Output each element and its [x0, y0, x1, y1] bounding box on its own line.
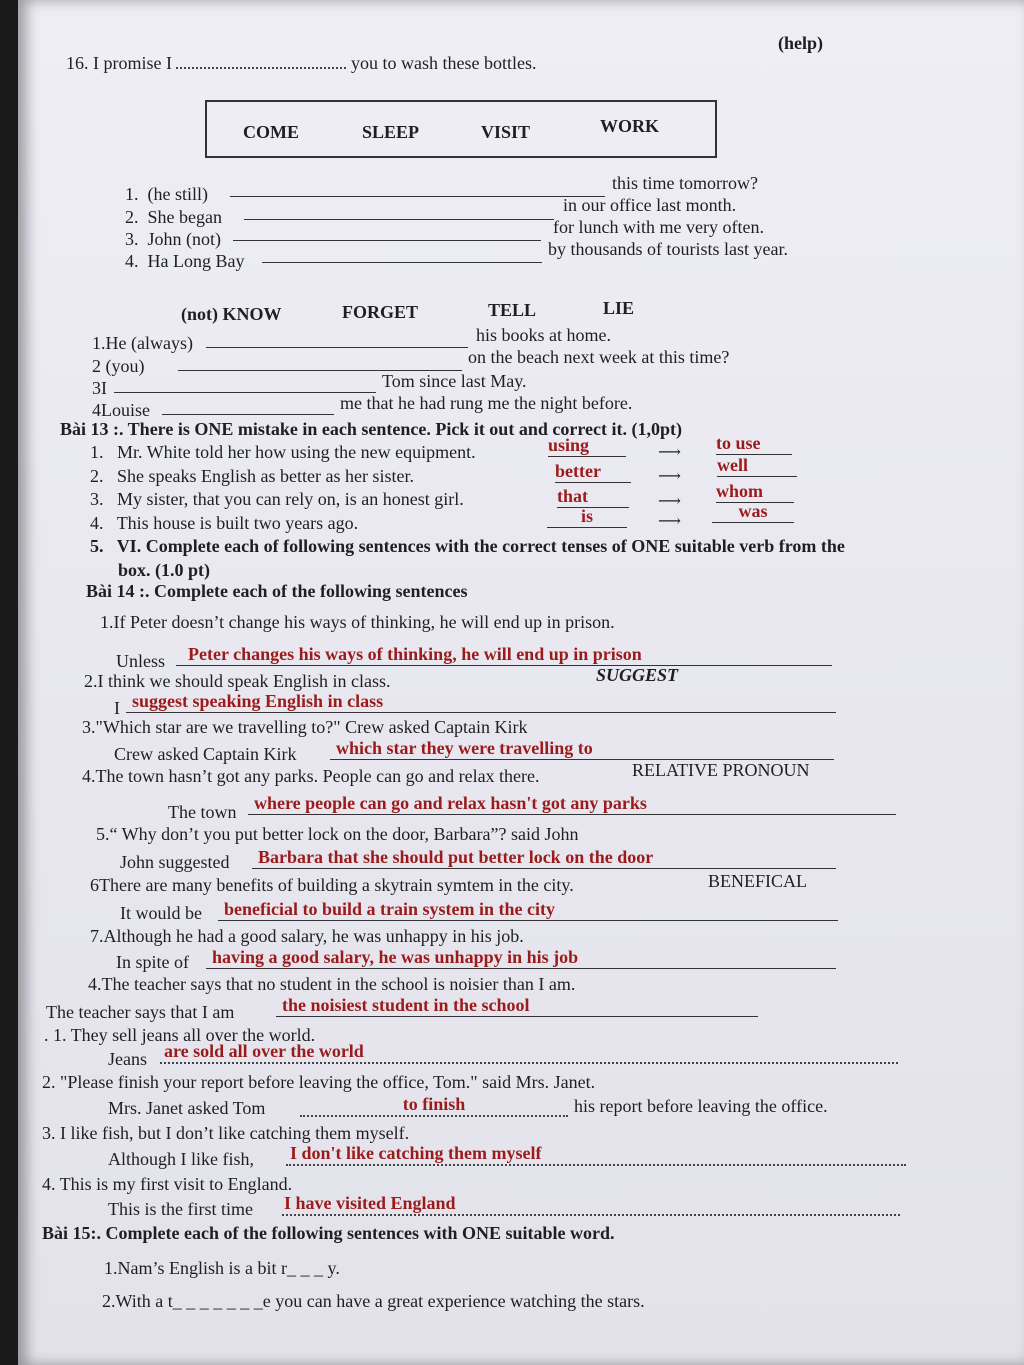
verb-row-2-word: LIE [603, 298, 635, 318]
bai13-sentence: My sister, that you can rely on, is an honest girl. [117, 489, 464, 509]
extra-q2-tail: his report before leaving the office. [574, 1096, 828, 1116]
bai13-sentence: Mr. White told her how using the new equipment. [117, 442, 476, 462]
set1-num: 4. [125, 251, 139, 271]
bai14-title: Bài 14 :. Complete each of the following sentences [86, 581, 468, 601]
arrow-icon: ⟶ [658, 513, 681, 530]
verb-box-1 [205, 100, 717, 158]
bai14-q6-hint: BENEFICAL [708, 871, 807, 891]
set1-blank[interactable] [230, 196, 605, 197]
bai14-q7-answer[interactable]: having a good salary, he was unhappy in his job [206, 946, 836, 969]
set2-blank[interactable] [114, 392, 376, 393]
q16-line [66, 52, 536, 74]
set1-num: 1. [125, 184, 139, 204]
bai15-title: Bài 15:. Complete each of the following sentences with ONE suitable word. [42, 1223, 615, 1243]
bai14-q7: 7.Although he had a good salary, he was unhappy in his job. [90, 926, 524, 946]
bai13-wrong-word[interactable]: that [557, 485, 629, 508]
bai14-q4-lead: The town [168, 802, 237, 822]
extra-q4-answer[interactable]: I have visited England [282, 1192, 900, 1216]
bai13-item [90, 465, 414, 487]
bai13-item [90, 488, 464, 510]
arrow-icon: ⟶ [658, 468, 681, 485]
set1-lead: John (not) [147, 229, 221, 249]
bai13-wrong-word[interactable]: is [547, 505, 627, 528]
extra-q3: 3. I like fish, but I don’t like catching them myself. [42, 1123, 410, 1143]
verb-box-1-word: SLEEP [362, 122, 420, 142]
set1-item [125, 206, 222, 228]
extra-q4: 4. This is my first visit to England. [42, 1174, 293, 1194]
set1-tail: for lunch with me very often. [553, 217, 764, 237]
verb-box-1-word: VISIT [481, 122, 531, 142]
bai14-q2-answer[interactable]: suggest speaking English in class [126, 690, 836, 713]
bai14-q1: 1.If Peter doesn’t change his ways of thinking, he will end up in prison. [100, 612, 615, 632]
bai14-q3: 3."Which star are we travelling to?" Crew asked Captain Kirk [82, 717, 528, 737]
bai15-q1[interactable]: 1.Nam’s English is a bit r_ _ _ y. [104, 1258, 340, 1278]
set1-tail: in our office last month. [563, 195, 737, 215]
bai14-q5: 5.“ Why don’t you put better lock on the door, Barbara”? said John [96, 824, 579, 844]
bai14-q2: 2.I think we should speak English in class. [84, 671, 391, 691]
verb-row-2-word: TELL [488, 300, 537, 320]
bai14-q8-answer[interactable]: the noisiest student in the school [276, 994, 758, 1017]
set2-lead: 3I [92, 378, 107, 398]
bai14-q8: 4.The teacher says that no student in the school is noisier than I am. [88, 974, 576, 994]
bai14-q3-lead: Crew asked Captain Kirk [114, 744, 297, 764]
arrow-icon: ⟶ [658, 444, 681, 461]
bai14-q6-answer[interactable]: beneficial to build a train system in the city [218, 898, 838, 921]
bai13-item [90, 441, 476, 463]
bai13-item5-cont: box. (1.0 pt) [118, 560, 211, 580]
bai14-q1-answer[interactable]: Peter changes his ways of thinking, he will end up in prison [176, 643, 832, 666]
extra-q3-answer[interactable]: I don't like catching them myself [286, 1142, 906, 1166]
bai13-correction[interactable]: well [717, 454, 797, 477]
bai13-wrong-word[interactable]: better [555, 460, 631, 483]
bai13-num: 4. [90, 513, 104, 533]
bai13-correction[interactable]: to use [716, 432, 792, 455]
set1-tail: by thousands of tourists last year. [548, 239, 788, 259]
bai14-q1-lead: Unless [116, 651, 165, 671]
bai13-sentence: She speaks English as better as her sister. [117, 466, 414, 486]
extra-q2-lead: Mrs. Janet asked Tom [108, 1098, 266, 1118]
bai13-correction[interactable]: was [712, 500, 794, 523]
q16-blank[interactable] [176, 53, 346, 69]
extra-q4-lead: This is the first time [108, 1199, 253, 1219]
set2-blank[interactable] [206, 347, 468, 348]
q16-text-a: 16. I promise I [66, 53, 172, 73]
set2-lead: 2 (you) [92, 356, 145, 376]
set1-item [125, 183, 208, 205]
set2-lead: 1.He (always) [92, 333, 193, 353]
set1-blank[interactable] [244, 219, 554, 220]
set2-lead: 4Louise [92, 400, 150, 420]
arrow-icon: ⟶ [658, 493, 681, 510]
extra-q2: 2. "Please finish your report before leaving the office, Tom." said Mrs. Janet. [42, 1072, 596, 1092]
verb-box-1-word: COME [243, 122, 299, 142]
set1-item [125, 250, 244, 272]
bai13-num: 5. [90, 536, 104, 556]
verb-row-2-word: FORGET [342, 302, 419, 322]
verb-box-1-word: WORK [600, 116, 660, 136]
bai14-q7-lead: In spite of [116, 952, 189, 972]
bai13-title: Bài 13 :. There is ONE mistake in each sentence. Pick it out and correct it. (1,0pt) [60, 419, 682, 439]
bai14-q6: 6There are many benefits of building a skytrain symtem in the city. [90, 875, 574, 895]
bai13-num: 2. [90, 466, 104, 486]
set2-tail: his books at home. [476, 325, 611, 345]
bai13-item5 [90, 535, 845, 557]
bai14-q3-answer[interactable]: which star they were travelling to [330, 737, 834, 760]
set1-num: 3. [125, 229, 139, 249]
bai13-correction[interactable]: whom [716, 480, 794, 503]
set1-lead: She began [147, 207, 222, 227]
extra-q1: . 1. They sell jeans all over the world. [44, 1025, 316, 1045]
set1-tail: this time tomorrow? [612, 173, 758, 193]
bai15-q2[interactable]: 2.With a t_ _ _ _ _ _ _e you can have a great experience watching the stars. [102, 1291, 645, 1311]
set1-lead: Ha Long Bay [147, 251, 245, 271]
bai13-item5-text: VI. Complete each of following sentences with the correct tenses of ONE suitable verb from the [116, 536, 845, 556]
set2-tail: on the beach next week at this time? [468, 347, 730, 367]
extra-q3-lead: Although I like fish, [108, 1149, 254, 1169]
set1-blank[interactable] [233, 240, 541, 241]
set1-num: 2. [125, 207, 139, 227]
bai14-q4-hint: RELATIVE PRONOUN [632, 760, 810, 780]
bai14-q2-lead: I [114, 698, 120, 718]
set1-blank[interactable] [262, 262, 542, 263]
bai13-wrong-word[interactable]: using [548, 434, 626, 457]
bai14-q2-hint: SUGGEST [596, 665, 679, 685]
q16-hint: (help) [778, 33, 823, 53]
bai14-q8-lead: The teacher says that I am [46, 1002, 235, 1022]
bai14-q4: 4.The town hasn’t got any parks. People can go and relax there. [82, 766, 540, 786]
set1-lead: (he still) [147, 184, 208, 204]
bai14-q5-lead: John suggested [120, 852, 230, 872]
bai13-num: 3. [90, 489, 104, 509]
bai14-q5-answer[interactable]: Barbara that she should put better lock on the door [252, 846, 836, 869]
set1-item [125, 228, 221, 250]
set2-tail: me that he had rung me the night before. [340, 393, 633, 413]
bai13-sentence: This house is built two years ago. [116, 513, 359, 533]
set2-blank[interactable] [162, 414, 334, 415]
bai13-item [90, 512, 358, 534]
extra-q1-answer[interactable]: are sold all over the world [160, 1040, 898, 1064]
extra-q1-lead: Jeans [108, 1049, 147, 1069]
bai14-q6-lead: It would be [120, 903, 202, 923]
extra-q2-answer[interactable]: to finish [300, 1093, 568, 1117]
verb-row-2-word: (not) KNOW [181, 304, 282, 324]
set2-tail: Tom since last May. [382, 371, 527, 391]
bai13-num: 1. [90, 442, 104, 462]
q16-text-b: you to wash these bottles. [350, 53, 537, 73]
bai14-q4-answer[interactable]: where people can go and relax hasn't got any parks [248, 792, 896, 815]
